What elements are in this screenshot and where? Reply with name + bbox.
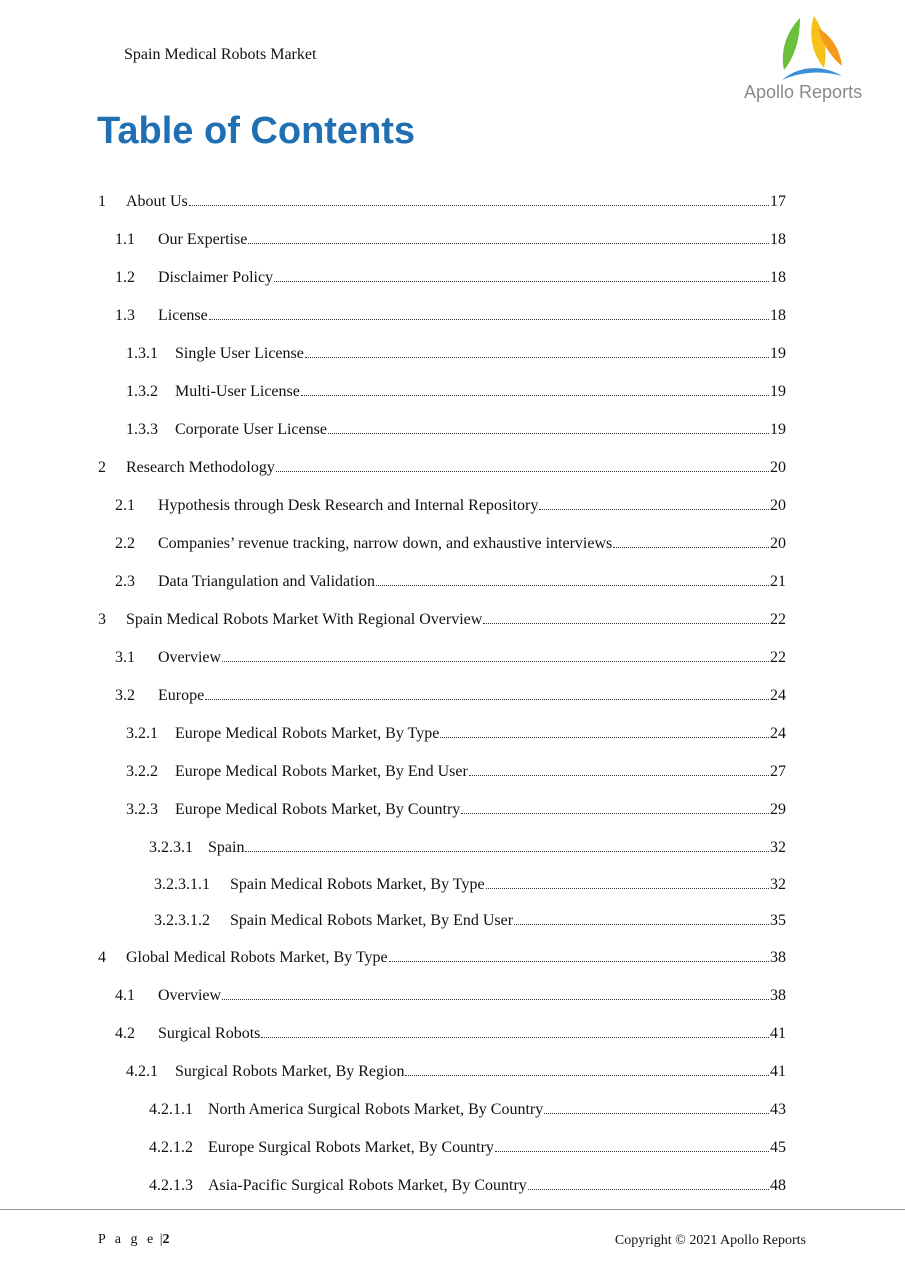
toc-entry[interactable]	[126, 760, 786, 782]
toc-entry-label: Research Methodology	[126, 459, 275, 476]
toc-entry-number: 3.1	[115, 649, 135, 666]
toc-leader-dots	[376, 570, 769, 586]
toc-entry-number: 3.2.3.1.2	[154, 912, 210, 929]
toc-entry-number: 3.2.2	[126, 763, 158, 780]
toc-entry-label: Hypothesis through Desk Research and Internal Repository	[158, 497, 539, 514]
toc-entry[interactable]	[115, 984, 786, 1006]
toc-entry-number: 1.3.3	[126, 421, 158, 438]
toc-entry[interactable]	[126, 342, 786, 364]
logo-text: Apollo Reports	[744, 82, 863, 102]
toc-entry[interactable]	[149, 1098, 786, 1120]
toc-entry-page: 45	[770, 1139, 786, 1156]
toc-entry-label: Our Expertise	[158, 231, 248, 248]
toc-entry-number: 2.2	[115, 535, 135, 552]
toc-entry-label: Disclaimer Policy	[158, 269, 274, 286]
footer-copyright: Copyright © 2021 Apollo Reports	[614, 1233, 806, 1248]
toc-entry-label: Spain Medical Robots Market With Regional Overview	[126, 611, 483, 628]
toc-leader-dots	[440, 722, 769, 738]
toc-entry-number: 1.3	[115, 307, 135, 324]
toc-entry-number: 1.1	[115, 231, 135, 248]
toc-entry-label: Europe Medical Robots Market, By End User	[175, 763, 468, 780]
toc-entry-number: 4.2.1.2	[149, 1139, 193, 1156]
toc-entry-label: Europe Surgical Robots Market, By Country	[208, 1139, 494, 1156]
footer-divider	[0, 1209, 905, 1210]
toc-leader-dots	[328, 418, 769, 434]
toc-entry-page: 21	[770, 573, 786, 590]
footer-page-indicator	[98, 1232, 170, 1248]
toc-leader-dots	[483, 608, 769, 624]
toc-leader-dots	[245, 836, 769, 852]
toc-entry-label: Corporate User License	[175, 421, 327, 438]
toc-entry[interactable]	[98, 946, 786, 968]
toc-entry-label: Companies’ revenue tracking, narrow down, and exhaustive interviews	[158, 535, 613, 552]
toc-entry-label: Surgical Robots Market, By Region	[175, 1063, 405, 1080]
toc-entry-number: 4.1	[115, 987, 135, 1004]
toc-entry-page: 19	[770, 383, 786, 400]
toc-entry[interactable]	[154, 873, 786, 895]
toc-entry[interactable]	[126, 380, 786, 402]
toc-entry-label: Spain Medical Robots Market, By Type	[230, 876, 485, 893]
toc-entry-label: Europe Medical Robots Market, By Country	[175, 801, 461, 818]
toc-leader-dots	[389, 946, 769, 962]
toc-entry-number: 3.2.3	[126, 801, 158, 818]
toc-entry-page: 32	[770, 839, 786, 856]
toc-entry-page: 20	[770, 497, 786, 514]
toc-entry[interactable]	[115, 494, 786, 516]
toc-entry-page: 24	[770, 725, 786, 742]
toc-entry-label: Global Medical Robots Market, By Type	[126, 949, 388, 966]
toc-leader-dots	[222, 984, 769, 1000]
toc-entry-label: Europe Medical Robots Market, By Type	[175, 725, 440, 742]
toc-entry[interactable]	[115, 266, 786, 288]
toc-entry-number: 4	[98, 949, 106, 966]
toc-entry[interactable]	[126, 418, 786, 440]
toc-entry-page: 27	[770, 763, 786, 780]
toc-entry-page: 19	[770, 345, 786, 362]
toc-entry-label: Single User License	[175, 345, 304, 362]
footer-separator: |	[159, 1232, 163, 1247]
toc-leader-dots	[613, 532, 769, 548]
toc-entry-number: 4.2.1	[126, 1063, 158, 1080]
toc-leader-dots	[248, 228, 769, 244]
toc-entry-number: 3.2.3.1.1	[154, 876, 210, 893]
toc-leader-dots	[544, 1098, 769, 1114]
toc-leader-dots	[222, 646, 769, 662]
toc-leader-dots	[189, 190, 769, 206]
toc-entry-number: 3.2.1	[126, 725, 158, 742]
toc-entry-label: North America Surgical Robots Market, By Country	[208, 1101, 544, 1118]
toc-entry[interactable]	[115, 684, 786, 706]
toc-entry[interactable]	[98, 190, 786, 212]
toc-entry-label: Spain Medical Robots Market, By End User	[230, 912, 514, 929]
toc-entry[interactable]	[126, 1060, 786, 1082]
toc-entry-page: 48	[770, 1177, 786, 1194]
toc-entry-label: Overview	[158, 649, 222, 666]
toc-leader-dots	[514, 909, 769, 925]
toc-entry-label: Spain	[208, 839, 245, 856]
toc-entry[interactable]	[115, 304, 786, 326]
toc-entry-label: Multi-User License	[175, 383, 300, 400]
toc-leader-dots	[305, 342, 769, 358]
toc-leader-dots	[405, 1060, 769, 1076]
toc-entry-page: 32	[770, 876, 786, 893]
toc-entry-label: Data Triangulation and Validation	[158, 573, 376, 590]
toc-leader-dots	[528, 1174, 769, 1190]
toc-entry-page: 29	[770, 801, 786, 818]
toc-entry-number: 2.1	[115, 497, 135, 514]
page-title: Table of Contents	[97, 110, 416, 152]
toc-entry[interactable]	[115, 570, 786, 592]
toc-entry-page: 18	[770, 269, 786, 286]
toc-entry-page: 22	[770, 611, 786, 628]
toc-entry-page: 20	[770, 535, 786, 552]
toc-entry-page: 43	[770, 1101, 786, 1118]
toc-entry-number: 3.2	[115, 687, 135, 704]
toc-entry-number: 1.3.2	[126, 383, 158, 400]
toc-entry[interactable]	[126, 798, 786, 820]
toc-leader-dots	[469, 760, 769, 776]
toc-entry[interactable]	[115, 532, 786, 554]
toc-entry[interactable]	[98, 456, 786, 478]
toc-entry[interactable]	[115, 1022, 786, 1044]
toc-entry-label: Surgical Robots	[158, 1025, 261, 1042]
toc-entry-page: 24	[770, 687, 786, 704]
toc-entry[interactable]	[115, 228, 786, 250]
toc-entry-label: Overview	[158, 987, 222, 1004]
toc-entry-number: 4.2.1.1	[149, 1101, 193, 1118]
toc-entry-page: 19	[770, 421, 786, 438]
footer-page-number: 2	[162, 1232, 170, 1247]
toc-entry-page: 41	[770, 1063, 786, 1080]
toc-leader-dots	[301, 380, 769, 396]
toc-entry-page: 17	[770, 193, 786, 210]
toc-leader-dots	[461, 798, 769, 814]
toc-entry-number: 3.2.3.1	[149, 839, 193, 856]
toc-entry-label: License	[158, 307, 208, 324]
toc-entry-page: 18	[770, 307, 786, 324]
toc-entry-label: About Us	[126, 193, 188, 210]
toc-entry-page: 22	[770, 649, 786, 666]
toc-entry[interactable]	[115, 646, 786, 668]
toc-entry-number: 4.2	[115, 1025, 135, 1042]
toc-entry-page: 38	[770, 987, 786, 1004]
toc-entry-page: 41	[770, 1025, 786, 1042]
toc-entry-label: Europe	[158, 687, 205, 704]
toc-leader-dots	[205, 684, 769, 700]
toc-entry-number: 1.3.1	[126, 345, 158, 362]
toc-entry-number: 2	[98, 459, 106, 476]
toc-leader-dots	[539, 494, 769, 510]
toc-entry-page: 18	[770, 231, 786, 248]
toc-leader-dots	[495, 1136, 769, 1152]
toc-leader-dots	[261, 1022, 769, 1038]
toc-entry-page: 35	[770, 912, 786, 929]
header-title: Spain Medical Robots Market	[124, 46, 317, 63]
toc-entry-number: 2.3	[115, 573, 135, 590]
toc-leader-dots	[209, 304, 769, 320]
toc-entry-number: 4.2.1.3	[149, 1177, 193, 1194]
toc-entry[interactable]	[98, 608, 786, 630]
toc-leader-dots	[276, 456, 769, 472]
toc-entry-page: 38	[770, 949, 786, 966]
toc-entry[interactable]	[149, 1174, 786, 1196]
toc-entry[interactable]	[154, 909, 786, 931]
toc-entry-number: 1.2	[115, 269, 135, 286]
toc-entry-number: 3	[98, 611, 106, 628]
toc-entry[interactable]	[149, 836, 786, 858]
toc-entry[interactable]	[149, 1136, 786, 1158]
toc-entry-label: Asia-Pacific Surgical Robots Market, By Country	[208, 1177, 527, 1194]
footer-page-label: P a g e	[98, 1232, 157, 1247]
toc-entry[interactable]	[126, 722, 786, 744]
toc-entry-number: 1	[98, 193, 106, 210]
toc-leader-dots	[274, 266, 769, 282]
toc-leader-dots	[486, 873, 769, 889]
toc-entry-page: 20	[770, 459, 786, 476]
